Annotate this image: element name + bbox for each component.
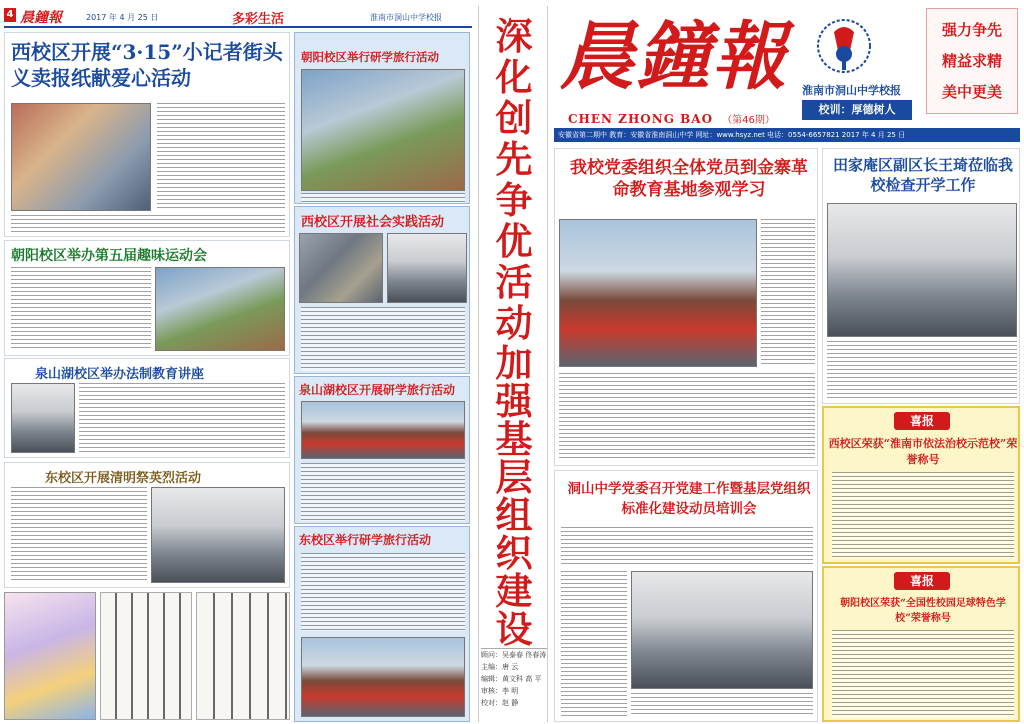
body-text (301, 463, 465, 521)
school-logo-icon (812, 14, 876, 78)
article-title: 我校党委组织全体党员到金寨革命教育基地参观学习 (570, 158, 808, 200)
body-text (79, 383, 285, 453)
article-chaoyang-study-tour (294, 32, 470, 204)
article-dong-study-tour (294, 526, 470, 722)
article-title: 泉山湖校区开展研学旅行活动 (299, 383, 456, 397)
article-law-lecture (4, 358, 290, 458)
article-party-building (554, 470, 818, 722)
article-title: 泉山湖校区举办法制教育讲座 (35, 367, 205, 382)
photo-lecture-hall (11, 383, 75, 453)
body-text (301, 193, 465, 203)
good-news-badge: 喜报 (894, 572, 950, 590)
good-news-title: 西校区荣获“淮南市依法治校示范校”荣誉称号 (828, 437, 1018, 466)
article-qingming (4, 462, 290, 588)
page-number: 4 (4, 8, 16, 22)
vertical-slogan-1: 深化创先争优活动 (495, 14, 533, 345)
photo-students-selling (11, 103, 151, 211)
credits-box (481, 648, 547, 720)
good-news-2 (822, 566, 1020, 722)
body-text (559, 373, 815, 461)
photo-computer-lab (151, 487, 285, 583)
credit-line: 编辑：黄文科 高 平 (481, 675, 542, 683)
body-text (631, 693, 813, 717)
article-quanshan-study-tour (294, 376, 470, 524)
body-text (761, 219, 815, 367)
photo-memorial-gate (301, 637, 465, 717)
info-bar: 安徽省第二期中 教育：安徽省淮南洞山中学 网址：www.hsyz.net 电话：0554-6657821 2017 年 4 月 25 日 (554, 128, 1020, 142)
artwork-strip (4, 592, 290, 722)
photo-temple-of-heaven (301, 69, 465, 191)
article-title: 田家庵区副区长王琦莅临我校检查开学工作 (833, 156, 1014, 194)
photo-museum-hall (387, 233, 467, 303)
article-title: 西校区开展社会实践活动 (301, 215, 445, 230)
credit-line: 主编：唐 云 (481, 663, 519, 671)
photo-party-members-flag (559, 219, 757, 367)
left-header (4, 6, 472, 28)
credit-line: 校对：赵 静 (481, 699, 519, 707)
calligraphy-1 (100, 592, 192, 720)
article-title: 西校区开展“3·15”小记者街头义卖报纸献爱心活动 (11, 40, 283, 90)
credit-line: 审核：李 明 (481, 687, 519, 695)
left-page (0, 0, 476, 724)
calligraphy-2 (196, 592, 290, 720)
body-text (561, 527, 813, 567)
photo-group-banner (301, 401, 465, 459)
masthead-small: 晨鐘報 (20, 10, 62, 26)
school-publisher: 淮南市洞山中学校报 (370, 13, 442, 22)
slogan-1: 强力争先 (941, 21, 1002, 39)
article-title: 东校区举行研学旅行活动 (299, 533, 432, 547)
center-column (478, 6, 548, 722)
body-text (832, 630, 1014, 718)
article-party-study (554, 148, 818, 466)
good-news-1 (822, 406, 1020, 564)
article-title: 朝阳校区举办第五届趣味运动会 (11, 248, 207, 264)
body-text (157, 103, 285, 211)
section-title: 多彩生活 (232, 12, 285, 27)
slogan-2: 精益求精 (941, 52, 1002, 70)
body-text (832, 472, 1014, 558)
masthead-pinyin-row (568, 108, 788, 124)
body-text (301, 307, 465, 371)
motto-label: 校训：厚德树人 (802, 100, 912, 120)
article-title: 洞山中学党委召开党建工作暨基层党组织标准化建设动员培训会 (567, 481, 811, 517)
body-text (11, 267, 151, 351)
issue-number: （第46期） (722, 115, 775, 126)
photo-sports-field (155, 267, 285, 351)
article-xi-315 (4, 32, 290, 237)
left-date: 2017 年 4 月 25 日 (86, 13, 159, 22)
right-page (552, 0, 1024, 724)
article-title: 朝阳校区举行研学旅行活动 (301, 50, 439, 64)
article-inspection (822, 148, 1020, 404)
body-text (827, 341, 1017, 399)
slogan-3: 美中更美 (941, 83, 1002, 101)
article-title: 东校区开展清明祭英烈活动 (45, 471, 202, 486)
body-text (301, 553, 465, 631)
body-text (11, 487, 147, 583)
masthead: 晨鐘報 (560, 14, 788, 100)
school-name: 淮南市洞山中学校报 (802, 84, 901, 97)
photo-meeting-room (631, 571, 813, 689)
body-text (11, 215, 285, 233)
good-news-title: 朝阳校区荣获“全国性校园足球特色学校”荣誉称号 (840, 598, 1006, 624)
credit-line: 顾问：吴泰春 佟春涛 (481, 651, 547, 659)
body-text (561, 571, 627, 717)
article-xi-social-practice (294, 206, 470, 374)
photo-students-museum (299, 233, 383, 303)
slogans-box (926, 8, 1018, 114)
drawing-fairy (4, 592, 96, 720)
vertical-slogan-2: 加强基层组织建设 (495, 341, 533, 651)
pinyin: CHEN ZHONG BAO (568, 112, 714, 126)
good-news-badge: 喜报 (894, 412, 950, 430)
article-sports-meeting (4, 240, 290, 356)
photo-officials-visit (827, 203, 1017, 337)
